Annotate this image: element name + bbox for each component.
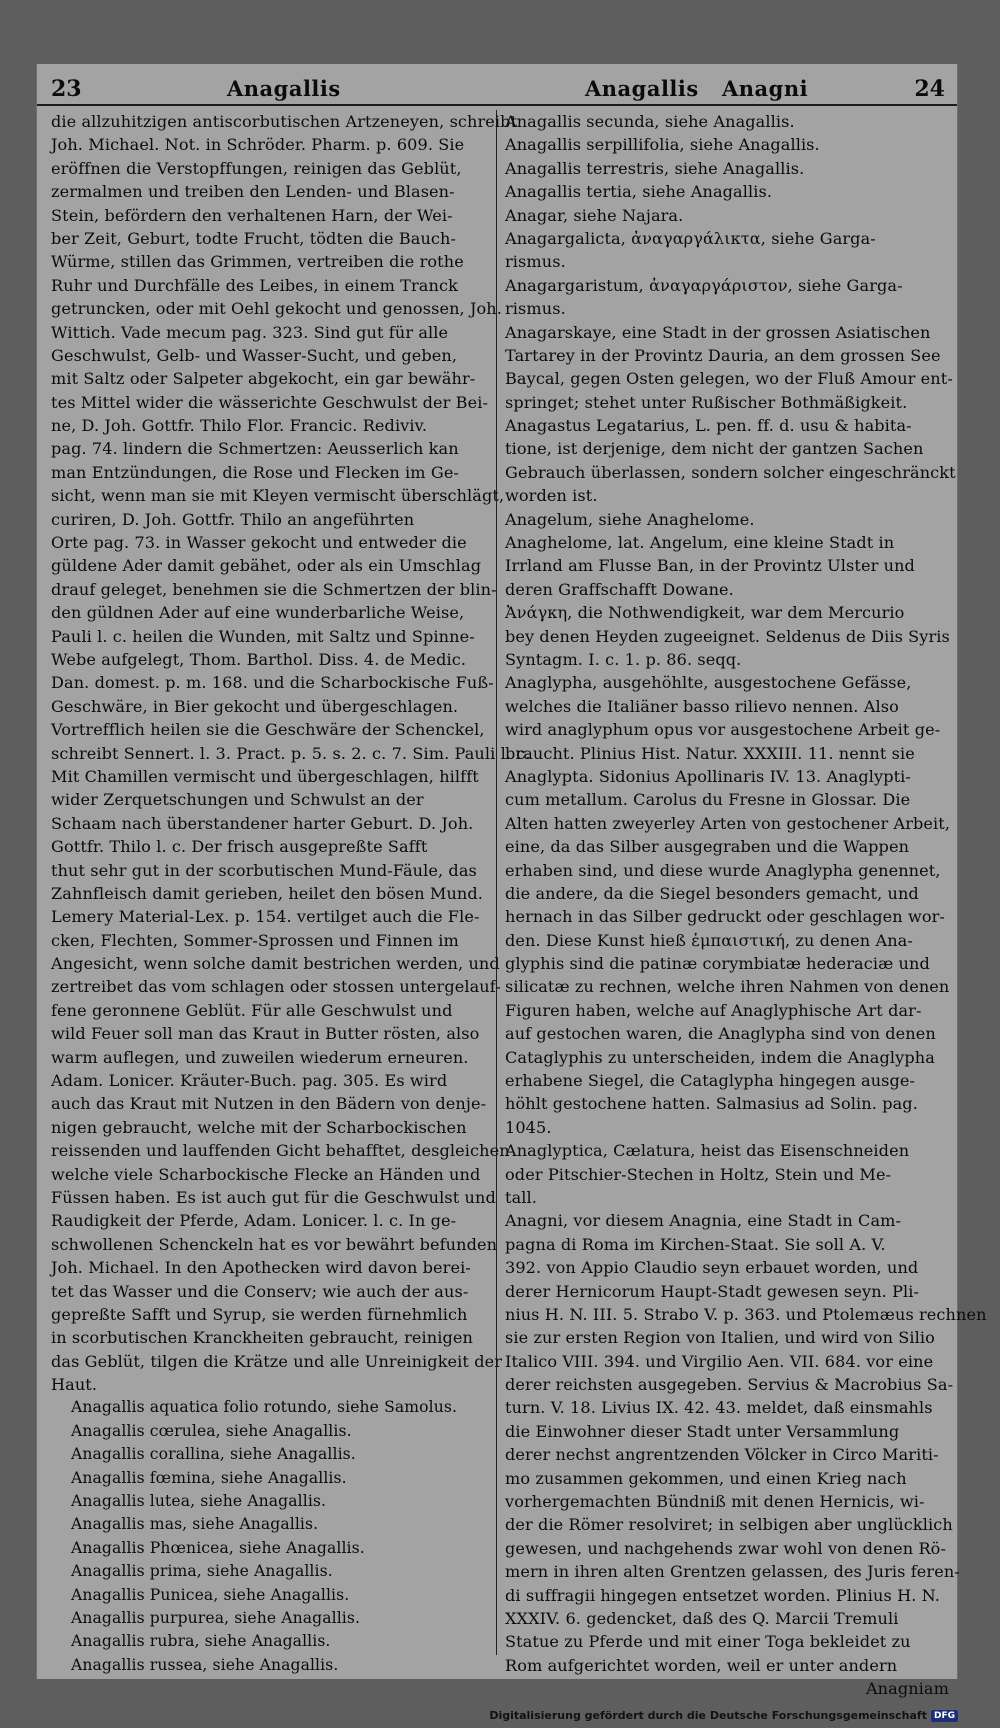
right-column <box>505 110 987 1699</box>
text-line: Anaghelome, lat. Angelum, eine kleine Stadt in <box>505 533 895 553</box>
text-line: cum metallum. Carolus du Fresne in Glossar. Die <box>505 790 911 810</box>
text-line: drauf geleget, benehmen sie die Schmertzen der blin- <box>51 579 497 599</box>
index-entry: Anagallis fœmina, siehe Anagallis. <box>71 1468 347 1487</box>
text-line: bey denen Heyden zugeeignet. Seldenus de Diis Syris <box>505 626 950 646</box>
text-line: man Entzündungen, die Rose und Flecken im Ge- <box>51 462 459 482</box>
text-line: wird anaglyphum opus vor ausgestochene Arbeit ge- <box>505 720 941 740</box>
text-line: Würme, stillen das Grimmen, vertreiben die rothe <box>51 252 464 272</box>
header-rule <box>37 104 957 106</box>
text-line: nigen gebraucht, welche mit der Scharbockischen <box>51 1117 467 1137</box>
text-line: Ruhr und Durchfälle des Leibes, in einem Tranck <box>51 275 458 295</box>
text-line: curiren, D. Joh. Gottfr. Thilo an angeführten <box>51 509 415 529</box>
text-line: thut sehr gut in der scorbutischen Mund-Fäule, das <box>51 860 477 880</box>
text-line: Gottfr. Thilo l. c. Der frisch ausgepreßte Safft <box>51 837 428 857</box>
text-line: tione, ist derjenige, dem nicht der gantzen Sachen <box>505 439 924 459</box>
text-line: das Geblüt, tilgen die Krätze und alle Unreinigkeit der <box>51 1351 503 1371</box>
text-line: Anagelum, siehe Anaghelome. <box>505 509 755 529</box>
text-line: Anagargalicta, ἀναγαργάλικτα, siehe Garga- <box>505 228 876 248</box>
text-line: hernach in das Silber gedruckt oder geschlagen wor- <box>505 907 945 927</box>
text-line: Adam. Lonicer. Kräuter-Buch. pag. 305. Es wird <box>51 1071 448 1091</box>
text-line: schwollenen Schenckeln hat es vor bewährt befunden <box>51 1234 498 1254</box>
text-line: ne, D. Joh. Gottfr. Thilo Flor. Francic. Rediviv. <box>51 416 428 436</box>
running-head-right: Anagni <box>722 76 809 101</box>
text-line: deren Graffschafft Dowane. <box>505 579 734 599</box>
text-line: Orte pag. 73. in Wasser gekocht und entweder die <box>51 533 467 553</box>
index-entry: Anagallis prima, siehe Anagallis. <box>71 1562 333 1581</box>
scanned-page <box>36 64 987 1699</box>
text-line: Zahnfleisch damit gerieben, heilet den bösen Mund. <box>51 883 484 903</box>
text-line: höhlt gestochene hatten. Salmasius ad Solin. pag. <box>505 1094 918 1114</box>
text-line: Syntagm. I. c. 1. p. 86. seqq. <box>505 649 742 669</box>
text-line: der die Römer resolviret; in selbigen aber unglücklich <box>505 1515 953 1535</box>
text-line: silicatæ zu rechnen, welche ihren Nahmen von denen <box>505 977 950 997</box>
text-line: Anagar, siehe Najara. <box>505 205 684 225</box>
funding-footer <box>489 1709 958 1722</box>
text-line: derer Hernicorum Haupt-Stadt gewesen seyn. Pli- <box>505 1281 920 1301</box>
text-line: schreibt Sennert. l. 3. Pract. p. 5. s. 2. c. 7. Sim. Pauli l. c. <box>51 743 531 763</box>
text-line: Anaglyptica, Cælatura, heist das Eisenschneiden <box>505 1141 910 1161</box>
text-line: worden ist. <box>505 486 598 506</box>
text-line: Angesicht, wenn solche damit bestrichen werden, und <box>51 954 500 974</box>
text-line: Geschwäre, in Bier gekocht und übergeschlagen. <box>51 696 459 716</box>
text-line: glyphis sind die patinæ corymbiatæ hederaciæ und <box>505 954 930 974</box>
text-line: fene geronnene Geblüt. Für alle Geschwulst und <box>51 1000 453 1020</box>
text-line: erhaben sind, und diese wurde Anaglypha genennet, <box>505 860 941 880</box>
text-line: Anagastus Legatarius, L. pen. ff. d. usu & habita- <box>505 416 912 436</box>
index-entry: Anagallis Phœnicea, siehe Anagallis. <box>71 1538 365 1557</box>
text-line: Anagallis serpillifolia, siehe Anagallis. <box>505 135 820 155</box>
text-line: Stein, befördern den verhaltenen Harn, der Wei- <box>51 205 453 225</box>
text-line: tes Mittel wider die wässerichte Geschwulst der Bei- <box>51 392 489 412</box>
index-entry: Anagallis lutea, siehe Anagallis. <box>71 1492 327 1511</box>
index-entry: Anagallis cœrulea, siehe Anagallis. <box>71 1421 352 1440</box>
text-line: Irrland am Flusse Ban, in der Provintz Ulster und <box>505 556 915 576</box>
text-line: eine, da das Silber ausgegraben und die Wappen <box>505 837 910 857</box>
text-line: pag. 74. lindern die Schmertzen: Aeusserlich kan <box>51 439 459 459</box>
text-line: sie zur ersten Region von Italien, und wird von Silio <box>505 1328 935 1348</box>
text-line: Alten hatten zweyerley Arten von gestochener Arbeit, <box>505 813 951 833</box>
text-line: welche viele Scharbockische Flecke an Händen und <box>51 1164 481 1184</box>
text-line: tet das Wasser und die Conserv; wie auch der aus- <box>51 1281 469 1301</box>
text-line: Anaglypha, ausgehöhlte, ausgestochene Gefässe, <box>505 673 912 693</box>
index-entry: Anagallis mas, siehe Anagallis. <box>71 1515 319 1534</box>
text-line: gepreßte Safft und Syrup, sie werden fürnehmlich <box>51 1304 468 1324</box>
text-line: wider Zerquetschungen und Schwulst an der <box>51 790 424 810</box>
text-line: erhabene Siegel, die Cataglypha hingegen ausge- <box>505 1071 916 1091</box>
page-number-left: 23 <box>51 76 82 102</box>
text-line: Italico VIII. 394. und Virgilio Aen. VII. 684. vor eine <box>505 1351 934 1371</box>
text-line: derer reichsten ausgegeben. Servius & Macrobius Sa- <box>505 1375 954 1395</box>
text-line: auf gestochen waren, die Anaglypha sind von denen <box>505 1024 936 1044</box>
column-divider <box>496 110 497 1655</box>
text-line: rismus. <box>505 252 566 272</box>
text-line: Figuren haben, welche auf Anaglyphische Art dar- <box>505 1000 922 1020</box>
index-entry: Anagallis purpurea, siehe Anagallis. <box>71 1609 361 1627</box>
text-line: pagna di Roma im Kirchen-Staat. Sie soll A. V. <box>505 1234 886 1254</box>
dfg-logo: DFG <box>931 1710 958 1722</box>
text-line: ber Zeit, Geburt, todte Frucht, tödten die Bauch- <box>51 228 457 248</box>
text-line: Anagallis terrestris, siehe Anagallis. <box>505 158 805 178</box>
text-line: nius H. N. III. 5. Strabo V. p. 363. und Ptolemæus rechnen <box>505 1304 987 1324</box>
text-line: Geschwulst, Gelb- und Wasser-Sucht, und geben, <box>51 345 458 365</box>
text-line: güldene Ader damit gebähet, oder als ein Umschlag <box>51 556 482 576</box>
text-line: turn. V. 18. Livius IX. 42. 43. meldet, daß einsmahls <box>505 1398 933 1418</box>
index-entry: Anagallis Punicea, siehe Anagallis. <box>71 1585 350 1604</box>
footer-text: Digitalisierung gefördert durch die Deutsche Forschungsgemeinschaft <box>489 1709 927 1722</box>
text-line: oder Pitschier-Stechen in Holtz, Stein und Me- <box>505 1164 892 1184</box>
text-line: Vortrefflich heilen sie die Geschwäre der Schenckel, <box>51 720 485 740</box>
text-line: Anaglypta. Sidonius Apollinaris IV. 13. Anaglypti- <box>505 766 911 786</box>
text-line: tall. <box>505 1187 537 1207</box>
index-entry: Anagallis aquatica folio rotundo, siehe Samolus. <box>71 1398 458 1417</box>
text-line: die andere, da die Siegel besonders gemacht, und <box>505 883 919 903</box>
text-line: 392. von Appio Claudio seyn erbauet worden, und <box>505 1258 919 1278</box>
text-line: Anagallis secunda, siehe Anagallis. <box>505 112 795 131</box>
index-entry: Anagallis russea, siehe Anagallis. <box>71 1655 339 1674</box>
text-line: Gebrauch überlassen, sondern solcher eingeschränckt <box>505 462 956 482</box>
text-line: rismus. <box>505 299 566 319</box>
text-line: Webe aufgelegt, Thom. Barthol. Diss. 4. de Medic. <box>51 649 467 669</box>
text-line: Cataglyphis zu unterscheiden, indem die Anaglypha <box>505 1047 935 1067</box>
text-line: derer nechst angrentzenden Völcker in Circo Mariti- <box>505 1445 939 1465</box>
text-line: den güldnen Ader auf eine wunderbarliche Weise, <box>51 603 465 623</box>
text-line: warm auflegen, und zuweilen wiederum erneuren. <box>51 1047 469 1067</box>
text-line: zertreibet das vom schlagen oder stossen untergelauf- <box>51 977 501 997</box>
text-line: Joh. Michael. Not. in Schröder. Pharm. p. 609. Sie <box>51 135 465 155</box>
text-line: XXXIV. 6. gedencket, daß des Q. Marcii Tremuli <box>505 1609 899 1628</box>
text-line: wild Feuer soll man das Kraut in Butter rösten, also <box>51 1024 480 1044</box>
text-line: di suffragii hingegen entsetzet worden. Plinius H. N. <box>505 1585 940 1605</box>
index-entry: Anagallis rubra, siehe Anagallis. <box>71 1632 331 1651</box>
text-line: Haut. <box>51 1375 98 1395</box>
text-line: Füssen haben. Es ist auch gut für die Geschwulst und <box>51 1187 496 1207</box>
text-line: Schaam nach überstandener harter Geburt. D. Joh. <box>51 813 474 833</box>
text-line: die allzuhitzigen antiscorbutischen Artzeneyen, schreibt <box>51 112 518 131</box>
catchword: Anagniam <box>865 1679 949 1699</box>
text-line: 1045. <box>505 1117 552 1137</box>
text-line: gewesen, und nachgehends zwar wohl von denen Rö- <box>505 1538 947 1558</box>
text-line: Tartarey in der Provintz Dauria, an dem grossen See <box>505 345 941 365</box>
text-line: braucht. Plinius Hist. Natur. XXXIII. 11. nennt sie <box>505 743 915 763</box>
text-line: Mit Chamillen vermischt und übergeschlagen, hilfft <box>51 766 479 786</box>
running-head-mid: Anagallis <box>585 76 699 101</box>
text-line: eröffnen die Verstopffungen, reinigen das Geblüt, <box>51 158 462 178</box>
text-line: mit Saltz oder Salpeter abgekocht, ein gar bewähr- <box>51 369 476 389</box>
text-line: Pauli l. c. heilen die Wunden, mit Saltz und Spinne- <box>51 626 475 646</box>
text-line: reissenden und lauffenden Gicht behafftet, desgleichen <box>51 1141 510 1161</box>
text-line: Wittich. Vade mecum pag. 323. Sind gut für alle <box>51 322 449 342</box>
text-line: Anagni, vor diesem Anagnia, eine Stadt in Cam- <box>505 1211 902 1231</box>
page-number-right: 24 <box>914 76 945 102</box>
text-line: Anagallis tertia, siehe Anagallis. <box>505 182 773 202</box>
text-line: Anagarskaye, eine Stadt in der grossen Asiatischen <box>505 322 931 342</box>
text-line: den. Diese Kunst hieß ἐμπαιστική, zu denen Ana- <box>505 930 913 950</box>
text-line: zermalmen und treiben den Lenden- und Blasen- <box>51 182 455 202</box>
text-line: mo zusammen gekommen, und einen Krieg nach <box>505 1468 907 1488</box>
text-line: Ἀνάγκη, die Nothwendigkeit, war dem Mercurio <box>505 603 905 623</box>
text-line: getruncken, oder mit Oehl gekocht und genossen, Joh. <box>51 299 502 319</box>
text-line: Anagargaristum, ἀναγαργάριστον, siehe Garga- <box>505 275 903 295</box>
text-line: welches die Italiäner basso rilievo nennen. Also <box>505 696 899 716</box>
text-line: Statue zu Pferde und mit einer Toga bekleidet zu <box>505 1632 911 1652</box>
text-line: die Einwohner dieser Stadt unter Versammlung <box>505 1421 900 1441</box>
running-head-left: Anagallis <box>227 76 341 101</box>
text-line: Baycal, gegen Osten gelegen, wo der Fluß Amour ent- <box>505 369 953 389</box>
text-line: Lemery Material-Lex. p. 154. vertilget auch die Fle- <box>51 907 480 927</box>
text-line: Rom aufgerichtet worden, weil er unter andern <box>505 1655 898 1675</box>
text-line: auch das Kraut mit Nutzen in den Bädern von denje- <box>51 1094 487 1114</box>
text-line: springet; stehet unter Rußischer Bothmäßigkeit. <box>505 392 908 412</box>
text-line: cken, Flechten, Sommer-Sprossen und Finnen im <box>51 930 459 950</box>
text-line: sicht, wenn man sie mit Kleyen vermischt überschlägt, <box>51 486 505 506</box>
text-line: vorhergemachten Bündniß mit denen Hernicis, wi- <box>505 1492 925 1512</box>
text-line: Raudigkeit der Pferde, Adam. Lonicer. l. c. In ge- <box>51 1211 457 1231</box>
index-entry: Anagallis corallina, siehe Anagallis. <box>71 1445 356 1464</box>
text-line: Joh. Michael. In den Apothecken wird davon berei- <box>51 1258 471 1278</box>
text-line: Dan. domest. p. m. 168. und die Scharbockische Fuß- <box>51 673 494 693</box>
text-line: in scorbutischen Kranckheiten gebraucht, reinigen <box>51 1328 473 1348</box>
text-line: mern in ihren alten Grentzen gelassen, des Juris feren- <box>505 1562 960 1582</box>
